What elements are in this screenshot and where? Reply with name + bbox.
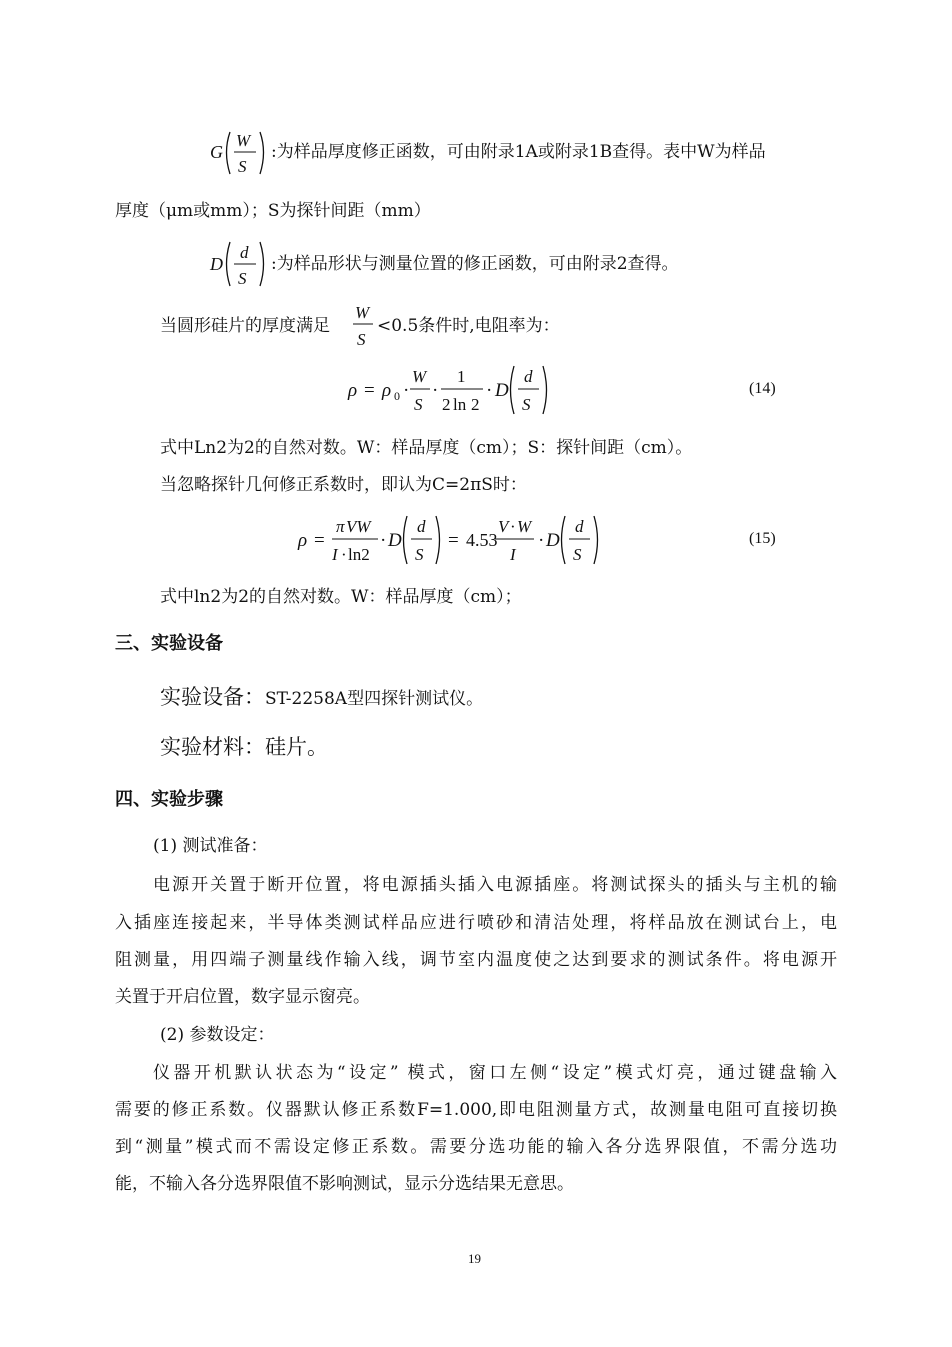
left-paren [227,132,231,174]
rho0-symbol: ρ [382,380,392,401]
section-4-heading: 四、实验步骤 [115,789,223,810]
note-eq15: 式中ln2为2的自然对数。W：样品厚度（cm）； [160,587,522,607]
g-func-symbol: G [210,142,223,162]
s-denominator-2: S [522,395,531,414]
s-denominator: S [414,395,423,414]
condition-denominator: S [357,330,366,349]
g-function-formula [208,124,270,180]
paragraph-line: 到“测量”模式而不需设定修正系数。需要分选功能的输入各分选界限值，不需分选功 [115,1137,837,1157]
step-1-title: (1) 测试准备： [153,836,268,856]
material-label: 实验材料： [160,735,265,759]
left-paren [511,366,515,414]
dot-den: · [341,545,347,564]
d-function-formula [208,236,270,292]
equipment-label: 实验设备： [160,685,265,709]
w-numerator: W [412,367,427,386]
g-denominator: S [238,157,247,176]
condition-ignore-geometry: 当忽略探针几何修正系数时，即认为C=2πS时： [160,475,527,495]
d-func-symbol: D [210,254,223,274]
g-numerator: W [236,131,251,150]
dot-1: · [380,530,387,551]
equals-sign: = [364,380,375,401]
i-denominator: I [332,545,338,564]
coefficient-453: 4.53 [466,530,498,550]
material-value: 硅片。 [265,735,328,759]
equals-sign-2: = [448,530,459,551]
condition-fraction [351,300,377,352]
equation-number-14: (14) [749,380,776,397]
d-numerator: d [524,367,533,386]
paragraph-line: 关置于开启位置，数字显示窗亮。 [115,987,370,1007]
d-numerator: d [240,243,249,262]
dot-1: · [403,380,410,401]
w-numerator: W [517,517,532,536]
paragraph-line: 电源开关置于断开位置，将电源插头插入电源插座。将测试探头的插头与主机的输 [153,875,837,895]
one-numerator: 1 [457,367,466,386]
right-paren-1 [436,516,440,564]
right-paren [543,366,547,414]
paragraph-line: 仪器开机默认状态为“设定” 模式，窗口左侧“设定”模式灯亮，通过键盘输入 [153,1063,837,1083]
equation-15 [296,510,606,570]
g-definition-text: :为样品厚度修正函数，可由附录1A或附录1B查得。表中W为样品 [271,142,766,162]
step-2-title: (2) 参数设定： [160,1025,275,1045]
ln-argument: 2 [471,395,480,414]
two-coefficient: 2 [442,395,451,414]
s-denominator: S [415,545,424,564]
s-denominator-2: S [573,545,582,564]
v-numerator: V [498,517,509,536]
equation-14 [346,360,556,420]
pi-symbol: π [336,517,345,536]
equals-sign: = [314,530,325,551]
g-definition-continuation: 厚度（μm或mm）；S为探针间距（mm） [115,201,431,221]
left-paren-1 [404,516,408,564]
condition-suffix: <0.5条件时,电阻率为： [377,316,560,336]
right-paren [260,242,264,286]
d-func-symbol: D [388,530,402,551]
paragraph-line: 需要的修正系数。仪器默认修正系数F=1.000,即电阻测量方式，故测量电阻可直接切换 [115,1100,837,1120]
right-paren-2 [594,516,598,564]
d-definition-text: :为样品形状与测量位置的修正函数，可由附录2查得。 [271,254,679,274]
condition-numerator: W [355,303,370,322]
section-3-heading: 三、实验设备 [115,633,223,654]
i-denominator-2: I [510,545,516,564]
equipment-line [160,684,483,710]
left-paren-2 [562,516,566,564]
rho-symbol: ρ [298,530,308,551]
paragraph-line: 能，不输入各分选界限值不影响测试，显示分选结果无意思。 [115,1174,574,1194]
dot-2: · [432,380,439,401]
material-line [160,734,328,760]
d-denominator: S [238,269,247,288]
ln2-denominator: ln2 [348,545,370,564]
page-number: 19 [468,1251,481,1266]
d-numerator: d [417,517,426,536]
d-func-symbol: D [495,380,509,401]
equation-number-15: (15) [749,530,776,547]
dot-2: · [538,530,545,551]
rho-symbol: ρ [348,380,358,401]
d-numerator-2: d [575,517,584,536]
left-paren [227,242,231,286]
paragraph-line: 入插座连接起来，半导体类测试样品应进行喷砂和清洁处理，将样品放在测试台上，电 [115,913,837,933]
note-eq14: 式中Ln2为2的自然对数。W：样品厚度（cm）；S：探针间距（cm）。 [160,438,693,458]
vw-numerator: VW [346,517,371,536]
equipment-value: ST-2258A型四探针测试仪。 [265,689,484,709]
rho0-subscript: 0 [394,389,400,403]
dot-3: · [486,380,493,401]
d-func-symbol-2: D [546,530,560,551]
right-paren [260,132,264,174]
paragraph-line: 阻测量，用四端子测量线作输入线，调节室内温度使之达到要求的测试条件。将电源开 [115,950,837,970]
dot-num: · [510,517,516,536]
condition-prefix: 当圆形硅片的厚度满足 [160,316,330,336]
ln-function: ln [453,395,467,414]
